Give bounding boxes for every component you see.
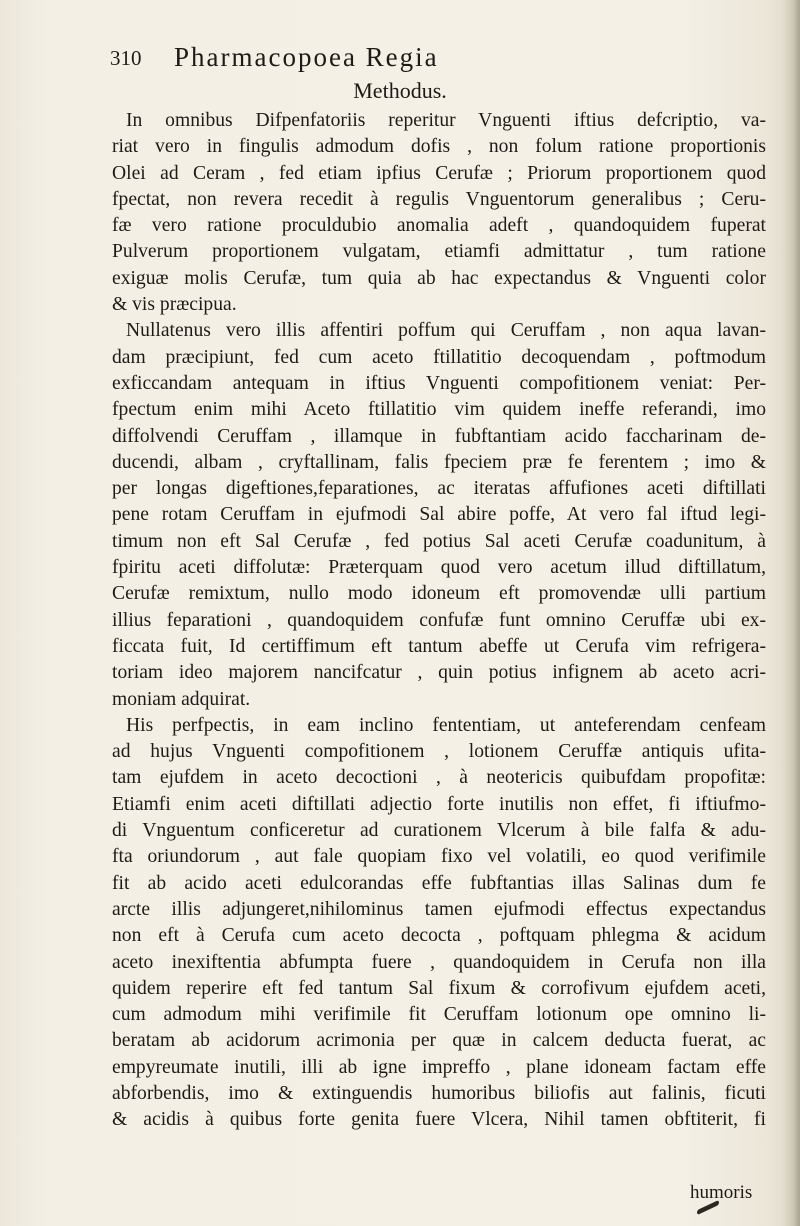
text-line: Nullatenus vero illis affentiri poffum qui Ceruffam , non aqua lavan- [126, 320, 766, 342]
section-title: Methodus. [353, 78, 447, 103]
body-text [112, 108, 766, 1134]
text-line: non eft à Cerufa cum aceto decocta , poftquam phlegma & acidum [112, 925, 766, 947]
text-line: abforbendis, imo & extinguendis humoribus biliofis aut falinis, ficuti [112, 1082, 766, 1104]
text-line: di Vnguentum conficeretur ad curationem Vlcerum à bile falfa & adu- [112, 820, 766, 842]
text-line: ducendi, albam , cryftallinam, falis fpeciem præ fe ferentem ; imo & [112, 451, 766, 473]
text-line: ficcata fuit, Id certiffimum eft tantum abeffe ut Cerufa vim refrigera- [112, 635, 766, 657]
text-line: & vis præcipua. [112, 294, 237, 316]
text-line: illius feparationi , quandoquidem confufæ funt omnino Ceruffæ ubi ex- [112, 609, 766, 631]
text-line: aceto inexiftentia abfumpta fuere , quandoquidem in Cerufa non illa [112, 951, 766, 973]
text-line: fpiritu aceti diffolutæ: Præterquam quod vero acetum illud diftillatum, [112, 557, 766, 579]
text-line: Pulverum proportionem vulgatam, etiamfi admittatur , tum ratione [112, 241, 766, 263]
text-line: pene rotam Ceruffam in ejufmodi Sal abire poffe, At vero fal iftud legi- [112, 504, 766, 526]
text-line: quidem reperire eft fed tantum Sal fixum & corrofivum ejufdem aceti, [112, 977, 766, 999]
running-head: Pharmacopoea Regia [174, 42, 439, 72]
text-line: dam præcipiunt, fed cum aceto ftillatitio decoquendam , poftmodum [112, 346, 766, 368]
text-line: & acidis à quibus forte genita fuere Vlcera, Nihil tamen obftiterit, fi [112, 1109, 766, 1131]
text-line: His perfpectis, in eam inclino fententiam, ut anteferendam cenfeam [126, 714, 766, 736]
text-line: exficcandam antequam in iftius Vnguenti compofitionem veniat: Per- [112, 372, 766, 394]
text-line: timum non eft Sal Cerufæ , fed potius Sal aceti Cerufæ coadunitum, à [112, 530, 766, 552]
text-line: cum admodum mihi verifimile fit Ceruffam lotionum ope omnino li- [112, 1004, 766, 1026]
text-line: diffolvendi Ceruffam , illamque in fubftantiam acido faccharinam de- [112, 425, 766, 447]
text-line: arcte illis adjungeret,nihilominus tamen ejufmodi effectus expectandus [112, 898, 766, 920]
text-line: toriam ideo majorem nancifcatur , quin potius infignem ab aceto acri- [112, 662, 766, 684]
text-line: empyreumate inutili, illi ab igne impreffo , plane idoneam factam effe [112, 1056, 766, 1078]
text-line: fpectum enim mihi Aceto ftillatitio vim quidem ineffe referandi, imo [112, 399, 766, 421]
text-line: beratam ab acidorum acrimonia per quæ in calcem deducta fuerat, ac [112, 1030, 766, 1052]
text-line: Etiamfi enim aceti diftillati adjectio forte inutilis non effet, fi iftiufmo- [112, 793, 766, 815]
text-line: In omnibus Difpenfatoriis reperitur Vnguenti iftius defcriptio, va- [126, 110, 766, 131]
text-line: tam ejufdem in aceto decoctioni , à neotericis quibufdam propofitæ: [112, 767, 766, 789]
text-line: Olei ad Ceram , fed etiam ipfius Cerufæ ; Priorum proportionem quod [112, 162, 766, 184]
catchword: humoris [690, 1182, 753, 1203]
text-line: fta oriundorum , aut fale quopiam fixo vel volatili, eo quod verifimile [112, 846, 766, 868]
page-header [110, 42, 750, 76]
text-line: ad hujus Vnguenti compofitionem , lotionem Ceruffæ antiquis ufita- [112, 741, 766, 763]
text-line: exiguæ molis Cerufæ, tum quia ab hac expectandus & Vnguenti color [112, 267, 766, 289]
text-line: moniam adquirat. [112, 688, 251, 710]
text-line: per longas digeftiones,feparationes, ac iteratas affufiones aceti diftillati [112, 478, 766, 500]
page-number: 310 [110, 46, 142, 70]
text-line: fæ vero ratione proculdubio anomalia adeft , quandoquidem fuperat [112, 215, 766, 237]
page-edge-shadow [782, 0, 800, 1226]
text-line: fpectat, non revera recedit à regulis Vnguentorum generalibus ; Ceru- [112, 188, 766, 210]
text-line: Cerufæ remixtum, nullo modo idoneum eft promovendæ ulli partium [112, 583, 766, 605]
text-line: fit ab acido aceti edulcorandas effe fubftantias illas Salinas dum fe [112, 872, 766, 894]
text-line: riat vero in fingulis admodum dofis , non folum ratione proportionis [112, 136, 766, 158]
